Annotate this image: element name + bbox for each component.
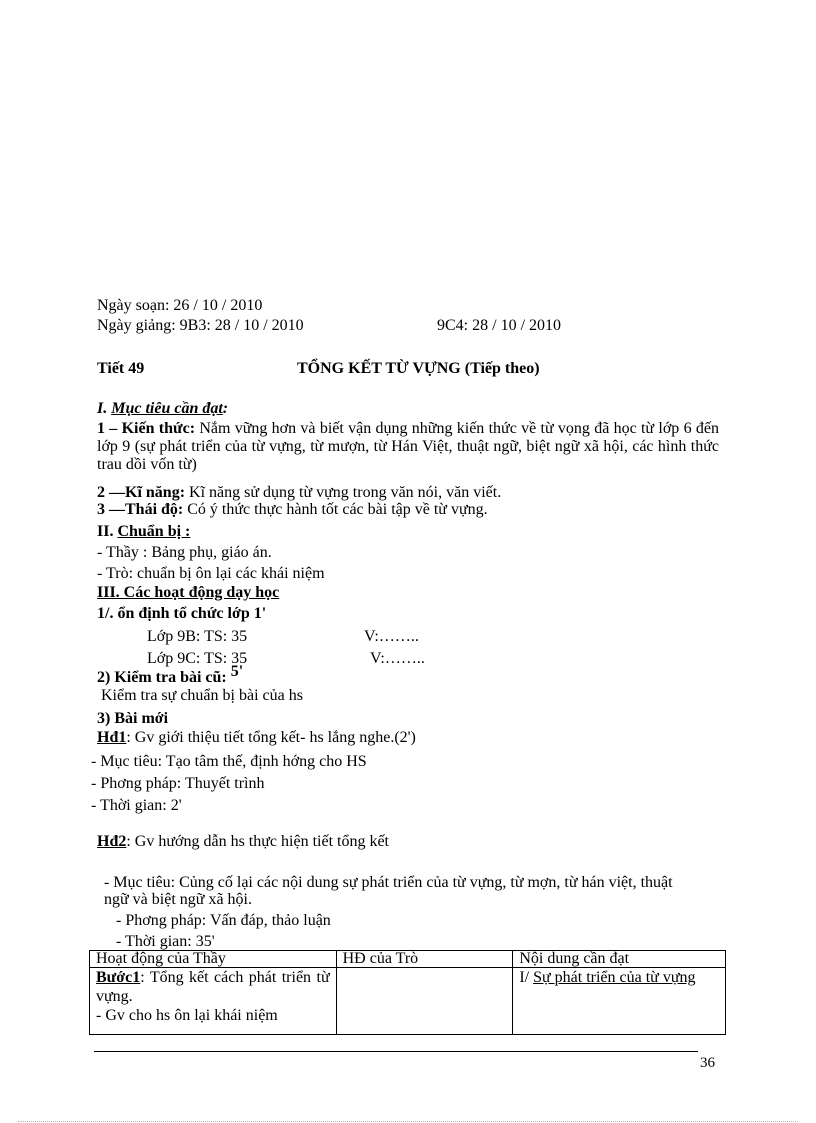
table-header-row — [90, 951, 726, 968]
kiem-tra-time: 5' — [230, 663, 244, 680]
ki-nang-text: Kĩ năng sử dụng từ vựng trong văn nói, văn viết. — [189, 484, 502, 501]
hd2-thoi-gian: - Thời gian: 35' — [116, 933, 215, 950]
row1-teacher-cell — [90, 968, 337, 1035]
row1-content-cell — [513, 968, 726, 1035]
section-2-title: Chuẩn bị : — [117, 523, 191, 540]
ngay-giang: Ngày giảng: 9B3: 28 / 10 / 2010 — [97, 317, 304, 334]
hd2-text: : Gv hướng dẫn hs thực hiện tiết tổng kết — [126, 833, 389, 850]
row1-teacher-line2: - Gv cho hs ôn lại khái niệm — [96, 1007, 278, 1024]
ngay-soan: Ngày soạn: 26 / 10 / 2010 — [97, 297, 263, 314]
chuan-bi-tro: - Trò: chuẩn bị ôn lại các khái niệm — [97, 565, 325, 582]
lesson-plan-table — [89, 950, 726, 1035]
lop-9c-vang: V:…….. — [370, 650, 425, 667]
header-content: Nội dung cần đạt — [513, 951, 726, 968]
ngay-giang-9c4: 9C4: 28 / 10 / 2010 — [437, 317, 562, 334]
hd1-phuong-phap: - Phơng pháp: Thuyết trình — [91, 775, 265, 792]
section-2-number: II. — [97, 523, 114, 540]
thai-do-text: Có ý thức thực hành tốt các bài tập về từ vựng. — [187, 501, 488, 518]
hd1-label: Hđ1 — [97, 729, 127, 746]
hd2-muc-tieu: - Mục tiêu: Củng cố lại các nội dung sự phát triển của từ vựng, từ mợn, từ hán việt, thuật ngữ và biệt ngữ xã hội. — [104, 874, 673, 908]
kien-thuc-paragraph — [97, 420, 719, 474]
hd1-muc-tieu: - Mục tiêu: Tạo tâm thế, định hớng cho HS — [91, 753, 367, 770]
lop-9b: Lớp 9B: TS: 35 — [147, 628, 248, 645]
hd2-label: Hđ2 — [97, 833, 127, 850]
content-prefix: I/ — [519, 969, 534, 986]
thai-do-line — [97, 501, 488, 519]
header-teacher-activity: Hoạt động của Thầy — [90, 951, 337, 968]
bai-moi: 3) Bài mới — [97, 710, 169, 727]
page-bottom-border — [18, 1121, 798, 1122]
lop-9b-vang: V:…….. — [364, 628, 419, 645]
kien-thuc-label: 1 – Kiến thức: — [97, 420, 196, 437]
section-1-colon: : — [222, 400, 229, 417]
row1-student-cell — [336, 968, 513, 1035]
section-2-heading — [97, 523, 190, 541]
kiem-tra-label: 2) Kiểm tra bài cũ: — [97, 669, 227, 686]
hd2-line — [97, 833, 389, 851]
ki-nang-label: 2 —Kĩ năng: — [97, 484, 186, 501]
table-row — [90, 968, 726, 1035]
lesson-title: TỔNG KẾT TỪ VỰNG (Tiếp theo) — [297, 360, 540, 377]
buoc1-text: : Tổng kết cách phát triển từ vựng. — [96, 969, 330, 1005]
header-student-activity: HĐ của Trò — [336, 951, 513, 968]
kiem-tra-text: Kiểm tra sự chuẩn bị bài của hs — [101, 687, 303, 704]
page-number: 36 — [700, 1055, 715, 1071]
hd1-text: : Gv giới thiệu tiết tổng kết- hs lắng nghe.(2') — [126, 729, 416, 746]
hd1-thoi-gian: - Thời gian: 2' — [91, 797, 182, 814]
lop-9c: Lớp 9C: TS: 35 — [147, 650, 248, 667]
content-heading: Sự phát triển của từ vựng — [533, 969, 696, 986]
on-dinh-lop: 1/. ổn định tổ chức lớp 1' — [97, 605, 267, 622]
footer-rule — [94, 1051, 698, 1052]
chuan-bi-thay: - Thầy : Bảng phụ, giáo án. — [97, 544, 272, 561]
section-3-heading: III. Các hoạt động dạy học — [97, 584, 280, 601]
row1-step — [96, 968, 330, 1006]
tiet-number: Tiết 49 — [97, 360, 145, 377]
section-1-heading — [97, 400, 228, 418]
ki-nang-line — [97, 484, 501, 502]
section-1-number: I. — [97, 400, 108, 417]
hd2-phuong-phap: - Phơng pháp: Vấn đáp, thảo luận — [116, 912, 331, 929]
section-1-title: Mục tiêu cần đạt — [111, 400, 223, 417]
buoc1-label: Bước1 — [96, 969, 141, 986]
thai-do-label: 3 —Thái độ: — [97, 501, 184, 518]
kiem-tra-bai-cu — [97, 663, 244, 687]
kien-thuc-text: Nắm vững hơn và biết vận dụng những kiến thức về từ vọng đã học từ lớp 6 đến lớp 9 (sự phát triển của từ vựng, từ mượn, từ Hán Việt, thuật ngữ, biệt ngữ xã hội, các hình thức trau dồi vốn từ) — [97, 420, 719, 473]
hd1-line — [97, 729, 416, 747]
